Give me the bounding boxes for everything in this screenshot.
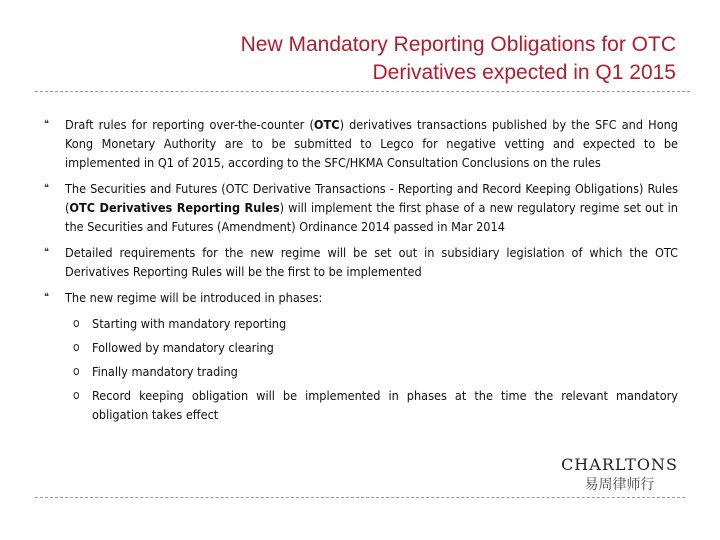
bullet-item xyxy=(44,288,678,307)
circle-bullet-icon: o xyxy=(73,316,80,330)
text: Record keeping obligation will be implemented in phases at the time the relevant mandatory obligation takes effect xyxy=(92,388,678,422)
bullet-item xyxy=(44,179,678,236)
logo-text-en: CHARLTONS xyxy=(561,455,678,474)
text: ) derivatives transactions published by the SFC and Hong Kong Monetary Authority are to be submitted to Legco for negative vetting and expected to be implemented in Q1 of 2015, according to the SFC/HKMA Consultation Conclusions on the rules xyxy=(65,117,678,170)
quote-bullet-icon: ❝ xyxy=(44,119,49,130)
bold-text: OTC xyxy=(313,117,340,132)
text: Followed by mandatory clearing xyxy=(92,340,274,355)
text: Finally mandatory trading xyxy=(92,364,238,379)
bullet-item xyxy=(44,243,678,281)
circle-bullet-icon: o xyxy=(73,388,80,402)
top-divider xyxy=(35,91,690,92)
sub-bullet-item xyxy=(44,314,678,333)
bullet-item xyxy=(44,115,678,172)
text: Detailed requirements for the new regime will be set out in subsidiary legislation of which the OTC Derivatives Reporting Rules will be the first to be implemented xyxy=(65,245,678,279)
sub-bullet-item xyxy=(44,338,678,357)
quote-bullet-icon: ❝ xyxy=(44,247,49,258)
slide-body xyxy=(44,115,678,429)
text: The new regime will be introduced in phases: xyxy=(65,290,323,305)
bottom-divider xyxy=(35,497,685,498)
sub-bullet-item xyxy=(44,386,678,424)
charltons-logo xyxy=(557,455,682,494)
quote-bullet-icon: ❝ xyxy=(44,292,49,303)
text: Draft rules for reporting over-the-counter ( xyxy=(65,117,314,132)
text: ) will implement the first phase of a new regulatory regime set out in the Securities and Futures (Amendment) Ordinance 2014 passed in Mar 2014 xyxy=(65,200,678,234)
circle-bullet-icon: o xyxy=(73,340,80,354)
slide-title xyxy=(241,31,676,87)
logo-text-zh: 易周律师行 xyxy=(584,477,655,493)
title-line-2: Derivatives expected in Q1 2015 xyxy=(372,61,676,84)
bold-text: OTC Derivatives Reporting Rules xyxy=(69,200,280,215)
title-line-1: New Mandatory Reporting Obligations for OTC xyxy=(240,33,676,56)
sub-bullet-item xyxy=(44,362,678,381)
text: Starting with mandatory reporting xyxy=(92,316,287,331)
quote-bullet-icon: ❝ xyxy=(44,183,49,194)
circle-bullet-icon: o xyxy=(73,364,80,378)
text: The Securities and Futures (OTC Derivative Transactions - Reporting and Record Keeping Obligations) Rules ( xyxy=(65,181,678,215)
